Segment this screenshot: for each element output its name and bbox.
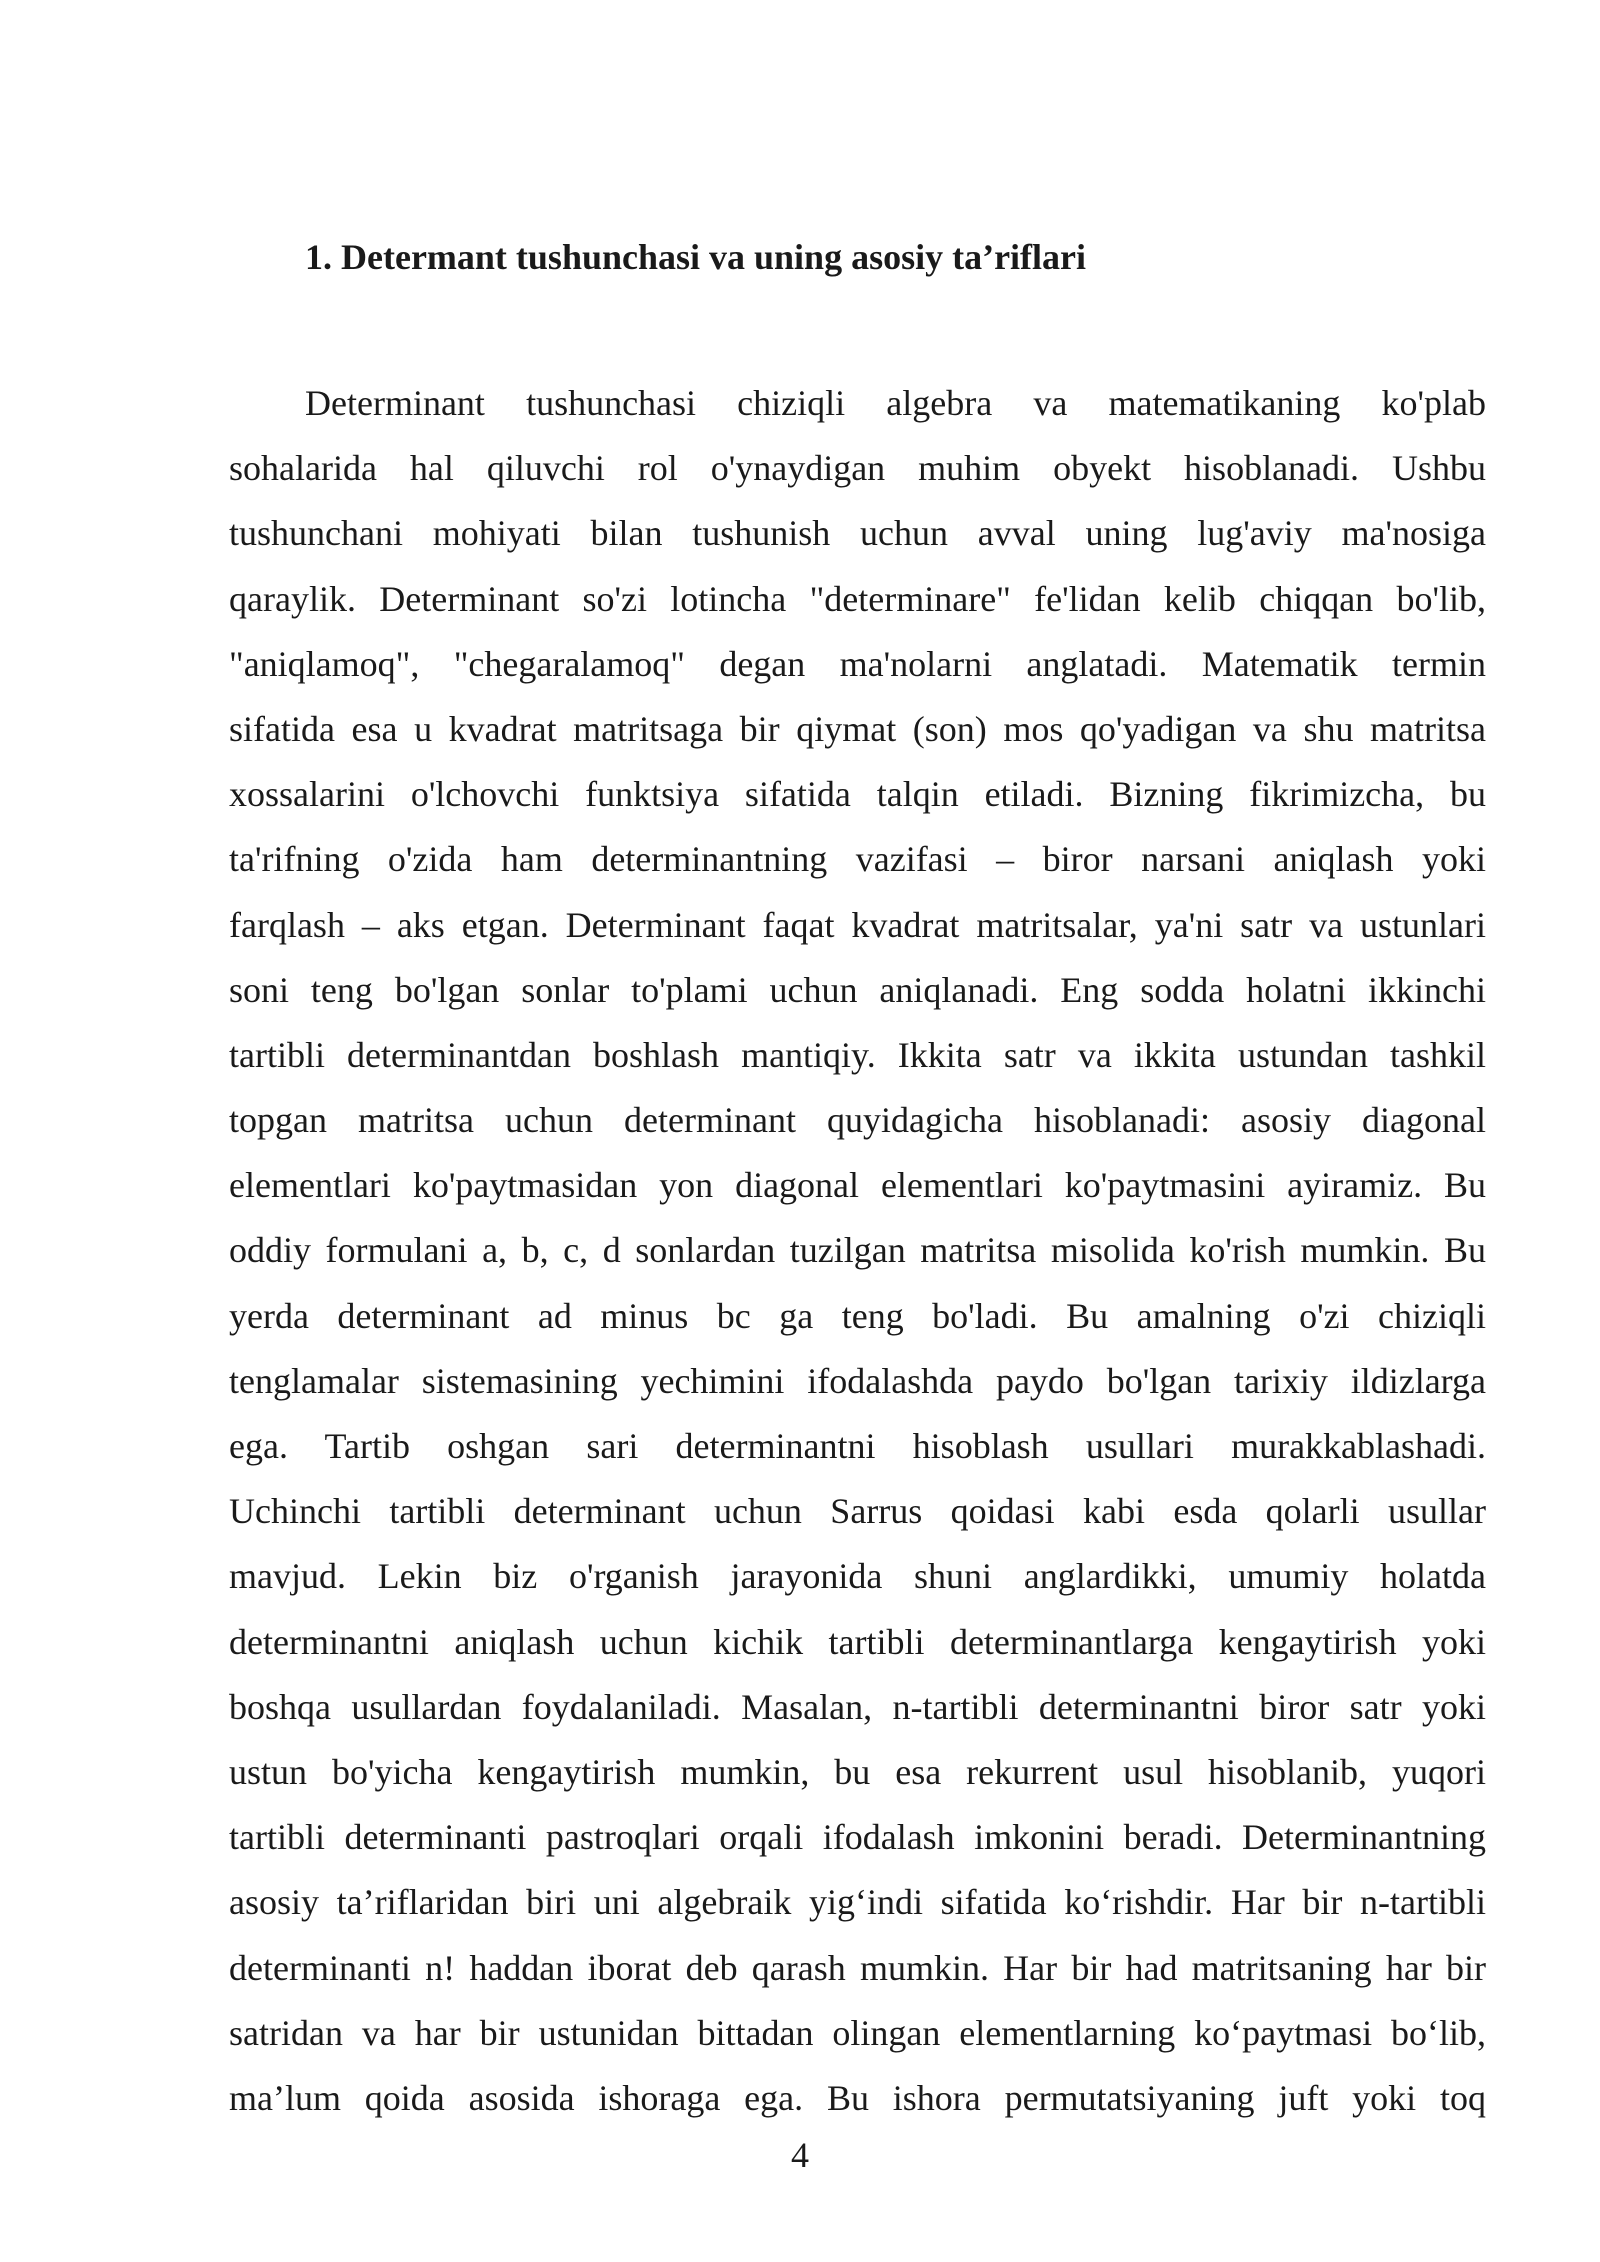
paragraph-line: determinantni aniqlash uchun kichik tartibli determinantlarga kengaytirish yoki: [229, 1621, 1486, 1662]
paragraph-line: xossalarini o'lchovchi funktsiya sifatida talqin etiladi. Bizning fikrimizcha, bu: [229, 774, 1486, 815]
paragraph-line: boshqa usullardan foydalaniladi. Masalan, n-tartibli determinantni biror satr yoki: [229, 1686, 1486, 1727]
paragraph-line: tushunchani mohiyati bilan tushunish uchun avval uning lug'aviy ma'nosiga: [229, 513, 1486, 554]
paragraph-line: mavjud. Lekin biz o'rganish jarayonida shuni anglardikki, umumiy holatda: [229, 1556, 1486, 1597]
paragraph-line: topgan matritsa uchun determinant quyidagicha hisoblanadi: asosiy diagonal: [229, 1100, 1486, 1141]
paragraph-line: ustun bo'yicha kengaytirish mumkin, bu esa rekurrent usul hisoblanib, yuqori: [229, 1751, 1486, 1792]
paragraph-line: "aniqlamoq", "chegaralamoq" degan ma'nolarni anglatadi. Matematik termin: [229, 643, 1486, 684]
paragraph-line: farqlash – aks etgan. Determinant faqat kvadrat matritsalar, ya'ni satr va ustunlari: [229, 904, 1486, 945]
paragraph-line: tenglamalar sistemasining yechimini ifodalashda paydo bo'lgan tarixiy ildizlarga: [229, 1360, 1486, 1401]
paragraph-line: asosiy ta’riflaridan biri uni algebraik yig‘indi sifatida ko‘rishdir. Har bir n-tartibli: [229, 1882, 1486, 1923]
paragraph-line: soni teng bo'lgan sonlar to'plami uchun aniqlanadi. Eng sodda holatni ikkinchi: [229, 969, 1486, 1010]
paragraph-line: ega. Tartib oshgan sari determinantni hisoblash usullari murakkablashadi.: [229, 1426, 1486, 1466]
page-number: 4: [791, 2135, 809, 2175]
paragraph-line: ma’lum qoida asosida ishoraga ega. Bu ishora permutatsiyaning juft yoki toq: [229, 2077, 1486, 2118]
paragraph-line: yerda determinant ad minus bc ga teng bo'ladi. Bu amalning o'zi chiziqli: [229, 1295, 1486, 1336]
paragraph-line: ta'rifning o'zida ham determinantning vazifasi – biror narsani aniqlash yoki: [229, 839, 1486, 880]
paragraph-line: Determinant tushunchasi chiziqli algebra va matematikaning ko'plab: [305, 383, 1486, 423]
paragraph-line: tartibli determinantdan boshlash mantiqiy. Ikkita satr va ikkita ustundan tashkil: [229, 1034, 1486, 1075]
paragraph-line: tartibli determinanti pastroqlari orqali ifodalash imkonini beradi. Determinantning: [229, 1817, 1486, 1858]
paragraph-line: qaraylik. Determinant so'zi lotincha "determinare" fe'lidan kelib chiqqan bo'lib,: [229, 578, 1486, 619]
section-heading: 1. Determant tushunchasi va uning asosiy ta’riflari: [305, 237, 1087, 277]
paragraph-line: determinanti n! haddan iborat deb qarash mumkin. Har bir had matritsaning har bir: [229, 1947, 1486, 1988]
paragraph-line: sohalarida hal qiluvchi rol o'ynaydigan muhim obyekt hisoblanadi. Ushbu: [229, 448, 1486, 489]
paragraph-line: oddiy formulani a, b, c, d sonlardan tuzilgan matritsa misolida ko'rish mumkin. Bu: [229, 1230, 1486, 1271]
paragraph-line: elementlari ko'paytmasidan yon diagonal elementlari ko'paytmasini ayiramiz. Bu: [229, 1165, 1486, 1206]
body-paragraph: [229, 378, 1486, 2138]
paragraph-line: sifatida esa u kvadrat matritsaga bir qiymat (son) mos qo'yadigan va shu matritsa: [229, 708, 1486, 749]
paragraph-line: satridan va har bir ustunidan bittadan olingan elementlarning ko‘paytmasi bo‘lib,: [229, 2012, 1486, 2053]
paragraph-line: Uchinchi tartibli determinant uchun Sarrus qoidasi kabi esda qolarli usullar: [229, 1491, 1486, 1532]
